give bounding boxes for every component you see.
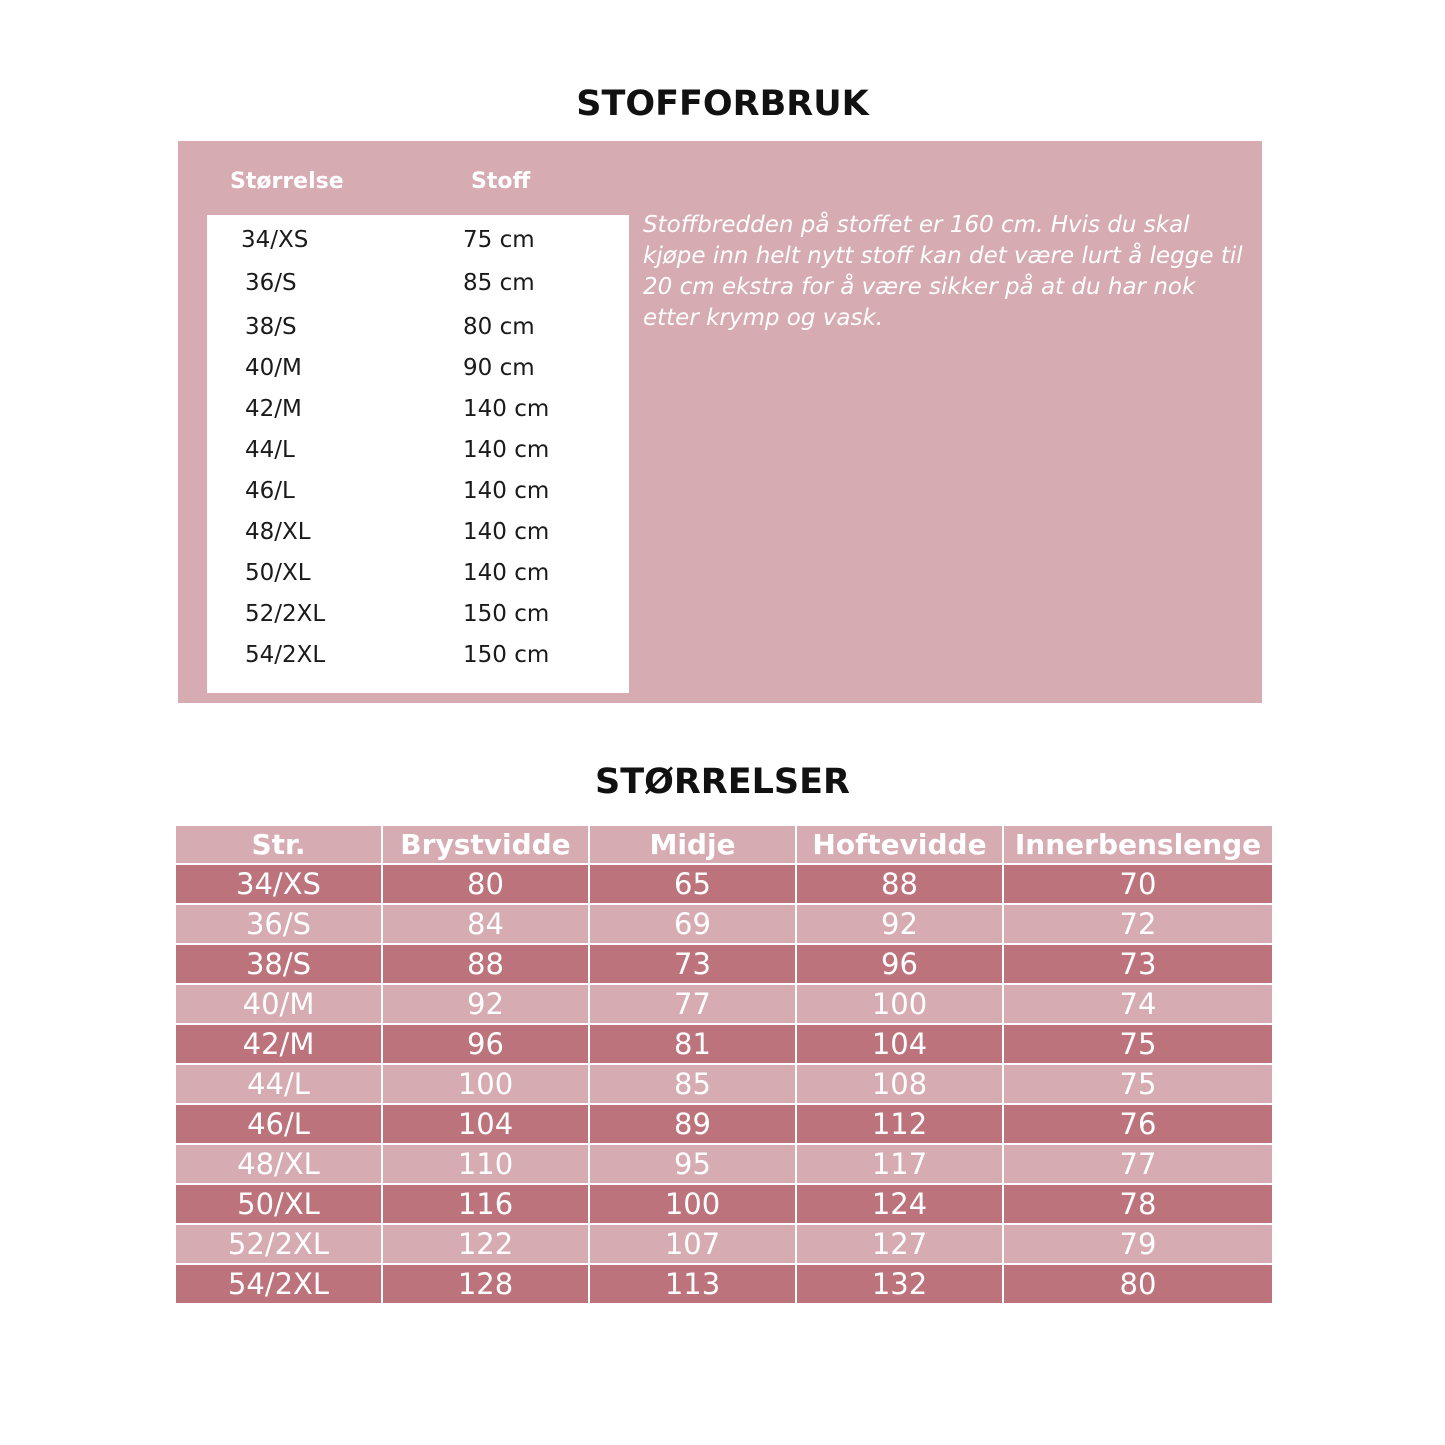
size-table-cell: 113	[589, 1264, 796, 1304]
fabric-row-size: 54/2XL	[245, 642, 326, 668]
size-table-cell: 72	[1003, 904, 1272, 944]
size-table-row	[176, 1104, 1272, 1144]
size-table-row	[176, 1024, 1272, 1064]
size-table-row	[176, 1064, 1272, 1104]
size-table-cell: 117	[796, 1144, 1003, 1184]
size-table-row	[176, 944, 1272, 984]
size-table-cell: 79	[1003, 1224, 1272, 1264]
size-table-cell: 84	[382, 904, 589, 944]
size-table	[176, 826, 1272, 1305]
size-table-cell: 75	[1003, 1064, 1272, 1104]
size-table-cell: 95	[589, 1144, 796, 1184]
size-table-cell: 116	[382, 1184, 589, 1224]
size-table-cell: 96	[796, 944, 1003, 984]
fabric-row-amount: 140 cm	[463, 478, 550, 504]
fabric-row-size: 50/XL	[245, 560, 311, 586]
fabric-row-size: 46/L	[245, 478, 295, 504]
fabric-row-size: 52/2XL	[245, 601, 326, 627]
fabric-note: Stoffbredden på stoffet er 160 cm. Hvis du skal kjøpe inn helt nytt stoff kan det være lurt å legge til 20 cm ekstra for å være sikker på at du har nok etter krymp og vask.	[643, 212, 1243, 331]
fabric-row-amount: 140 cm	[463, 519, 550, 545]
size-table-cell: 81	[589, 1024, 796, 1064]
size-table-cell: 65	[589, 864, 796, 904]
fabric-row-amount: 75 cm	[463, 227, 535, 253]
fabric-row-amount: 140 cm	[463, 396, 550, 422]
size-table-cell: 73	[589, 944, 796, 984]
fabric-row-size: 48/XL	[245, 519, 311, 545]
size-table-cell: 40/M	[176, 984, 382, 1024]
size-table-cell: 78	[1003, 1184, 1272, 1224]
size-table-row	[176, 1184, 1272, 1224]
size-table-row	[176, 1224, 1272, 1264]
size-table-row	[176, 1264, 1272, 1304]
size-table-cell: 110	[382, 1144, 589, 1184]
size-table-cell: 100	[589, 1184, 796, 1224]
size-table-cell: 34/XS	[176, 864, 382, 904]
fabric-row-amount: 150 cm	[463, 642, 550, 668]
size-table-cell: 38/S	[176, 944, 382, 984]
size-table-cell: 46/L	[176, 1104, 382, 1144]
size-table-cell: 92	[796, 904, 1003, 944]
size-table-cell: 75	[1003, 1024, 1272, 1064]
size-table-row	[176, 864, 1272, 904]
size-table-cell: 124	[796, 1184, 1003, 1224]
size-table-cell: 85	[589, 1064, 796, 1104]
size-table-cell: 36/S	[176, 904, 382, 944]
size-table-header-cell: Innerbenslenge	[1003, 826, 1272, 864]
size-table-cell: 73	[1003, 944, 1272, 984]
size-table-cell: 74	[1003, 984, 1272, 1024]
size-table-cell: 89	[589, 1104, 796, 1144]
size-table-cell: 112	[796, 1104, 1003, 1144]
fabric-row-size: 36/S	[245, 270, 297, 296]
fabric-row-size: 34/XS	[241, 227, 309, 253]
fabric-row-size: 38/S	[245, 314, 297, 340]
size-table-cell: 42/M	[176, 1024, 382, 1064]
fabric-row-amount: 90 cm	[463, 355, 535, 381]
size-table-cell: 52/2XL	[176, 1224, 382, 1264]
size-table-cell: 44/L	[176, 1064, 382, 1104]
size-table-cell: 107	[589, 1224, 796, 1264]
size-table-cell: 70	[1003, 864, 1272, 904]
size-table-cell: 104	[382, 1104, 589, 1144]
size-table-cell: 108	[796, 1064, 1003, 1104]
size-table-cell: 69	[589, 904, 796, 944]
size-table-cell: 132	[796, 1264, 1003, 1304]
size-table-cell: 128	[382, 1264, 589, 1304]
fabric-header-fabric: Stoff	[471, 169, 531, 194]
fabric-row-size: 40/M	[245, 355, 302, 381]
size-table-header-cell: Brystvidde	[382, 826, 589, 864]
fabric-usage-title: STOFFORBRUK	[576, 84, 869, 124]
size-table-header-cell: Hoftevidde	[796, 826, 1003, 864]
fabric-row-amount: 150 cm	[463, 601, 550, 627]
size-table-row	[176, 1144, 1272, 1184]
size-table-cell: 100	[796, 984, 1003, 1024]
size-table-header-cell: Midje	[589, 826, 796, 864]
size-table-cell: 122	[382, 1224, 589, 1264]
size-table-cell: 127	[796, 1224, 1003, 1264]
fabric-header-size: Størrelse	[230, 169, 344, 194]
size-table-cell: 100	[382, 1064, 589, 1104]
fabric-row-size: 42/M	[245, 396, 302, 422]
size-table-cell: 48/XL	[176, 1144, 382, 1184]
size-table-cell: 80	[1003, 1264, 1272, 1304]
size-table-cell: 80	[382, 864, 589, 904]
size-table-cell: 77	[589, 984, 796, 1024]
fabric-row-amount: 80 cm	[463, 314, 535, 340]
sizes-title: STØRRELSER	[594, 762, 850, 802]
size-table-header-cell: Str.	[176, 826, 382, 864]
size-table-cell: 92	[382, 984, 589, 1024]
size-table-cell: 104	[796, 1024, 1003, 1064]
size-table-cell: 54/2XL	[176, 1264, 382, 1304]
fabric-row-amount: 140 cm	[463, 560, 550, 586]
fabric-row-amount: 85 cm	[463, 270, 535, 296]
size-table-cell: 88	[796, 864, 1003, 904]
fabric-row-size: 44/L	[245, 437, 295, 463]
size-table-cell: 50/XL	[176, 1184, 382, 1224]
size-table-cell: 76	[1003, 1104, 1272, 1144]
size-table-row	[176, 904, 1272, 944]
size-table-header	[176, 826, 1272, 864]
fabric-row-amount: 140 cm	[463, 437, 550, 463]
size-table-cell: 77	[1003, 1144, 1272, 1184]
size-table-row	[176, 984, 1272, 1024]
size-table-cell: 96	[382, 1024, 589, 1064]
size-table-cell: 88	[382, 944, 589, 984]
